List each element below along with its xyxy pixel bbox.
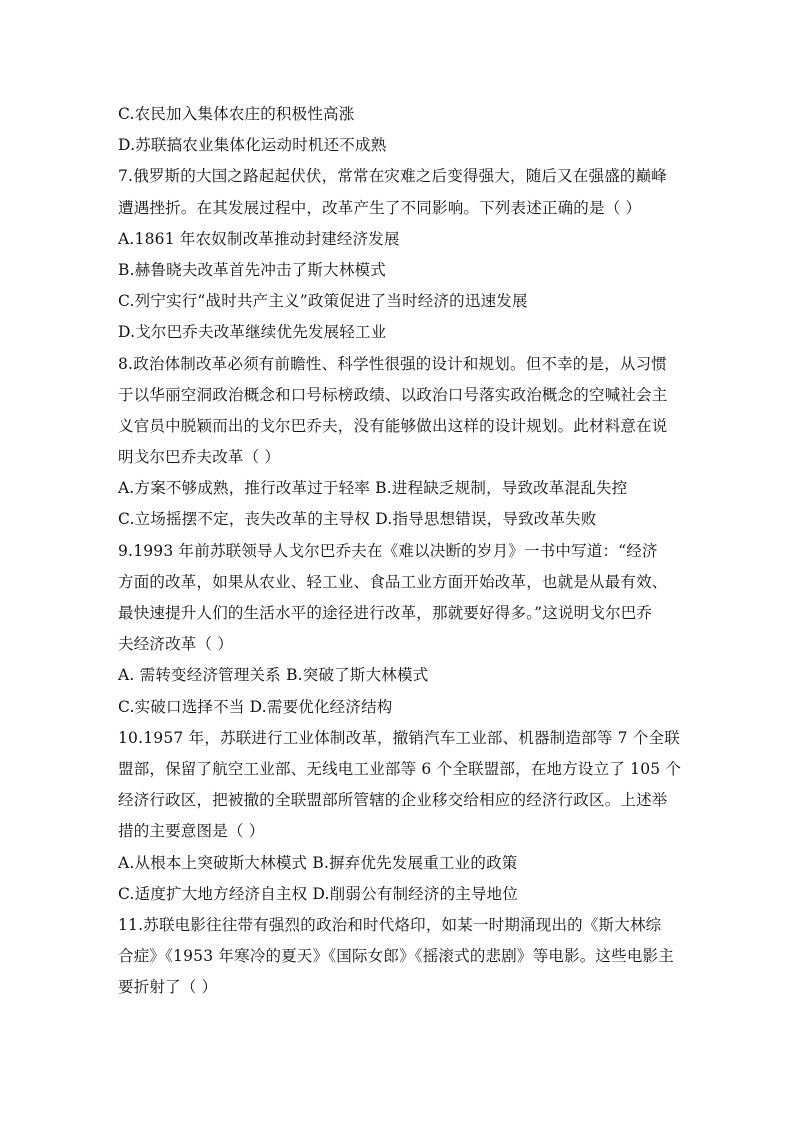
question-8-line: 明戈尔巴乔夫改革（ ） xyxy=(118,448,281,467)
option-line: C.立场摇摆不定，丧失改革的主导权 D.指导思想错误，导致改革失败 xyxy=(118,510,597,529)
option-line: C.适度扩大地方经济自主权 D.削弱公有制经济的主导地位 xyxy=(118,884,519,903)
question-8-line: 8.政治体制改革必须有前瞻性、科学性很强的设计和规划。但不幸的是，从习惯 xyxy=(118,354,667,373)
option-line: B.赫鲁晓夫改革首先冲击了斯大林模式 xyxy=(118,260,386,279)
question-10-line: 措的主要意图是（ ） xyxy=(118,822,265,841)
question-8-line: 于以华丽空洞政治概念和口号标榜政绩、以政治口号落实政治概念的空喊社会主 xyxy=(118,385,668,404)
option-line: A.从根本上突破斯大林模式 B.摒弃优先发展重工业的政策 xyxy=(118,853,518,872)
question-9-line: 夫经济改革（ ） xyxy=(118,635,234,654)
option-line: A. 需转变经济管理关系 B.突破了斯大林模式 xyxy=(118,666,429,685)
question-10-line: 10.1957 年，苏联进行工业体制改革，撤销汽车工业部、机器制造部等 7 个全联 xyxy=(118,728,680,747)
option-line: A.1861 年农奴制改革推动封建经济发展 xyxy=(118,229,400,248)
question-10-line: 经济行政区，把被撤的全联盟部所管辖的企业移交给相应的经济行政区。上述举 xyxy=(118,791,668,810)
question-11-line: 11.苏联电影往往带有强烈的政治和时代烙印，如某一时期涌现出的《斯大林综 xyxy=(118,915,662,934)
question-9-line: 方面的改革，如果从农业、轻工业、食品工业方面开始改革，也就是从最有效、 xyxy=(118,572,668,591)
question-10-line: 盟部，保留了航空工业部、无线电工业部等 6 个全联盟部，在地方设立了 105 个 xyxy=(118,759,682,778)
option-line: C.农民加入集体农庄的积极性高涨 xyxy=(118,105,355,123)
question-9-line: 9.1993 年前苏联领导人戈尔巴乔夫在《难以决断的岁月》一书中写道：“经济 xyxy=(118,541,658,560)
option-line: D.戈尔巴乔夫改革继续优先发展轻工业 xyxy=(118,323,387,342)
option-line: C.实破口选择不当 D.需要优化经济结构 xyxy=(118,697,393,716)
question-9-line: 最快速提升人们的生活水平的途径进行改革，那就要好得多。”这说明戈尔巴乔 xyxy=(118,604,653,622)
question-11-line: 要折射了（ ） xyxy=(118,978,218,997)
question-7-line: 7.俄罗斯的大国之路起起伏伏，常常在灾难之后变得强大，随后又在强盛的巅峰 xyxy=(118,167,667,186)
document-page xyxy=(118,99,680,1003)
option-line: A.方案不够成熟，推行改革过于轻率 B.进程缺乏规制，导致改革混乱失控 xyxy=(118,479,628,498)
question-7-line: 遭遇挫折。在其发展过程中，改革产生了不同影响。下列表述正确的是（ ） xyxy=(118,198,642,217)
option-line: C.列宁实行“战时共产主义”政策促进了当时经济的迅速发展 xyxy=(118,292,528,311)
option-line: D.苏联搞农业集体化运动时机还不成熟 xyxy=(118,136,387,155)
question-8-line: 义官员中脱颖而出的戈尔巴乔夫，没有能够做出这样的设计规划。此材料意在说 xyxy=(118,416,668,435)
question-11-line: 合症》《1953 年寒冷的夏天》《国际女郎》《摇滚式的悲剧》等电影。这些电影主 xyxy=(118,947,674,966)
